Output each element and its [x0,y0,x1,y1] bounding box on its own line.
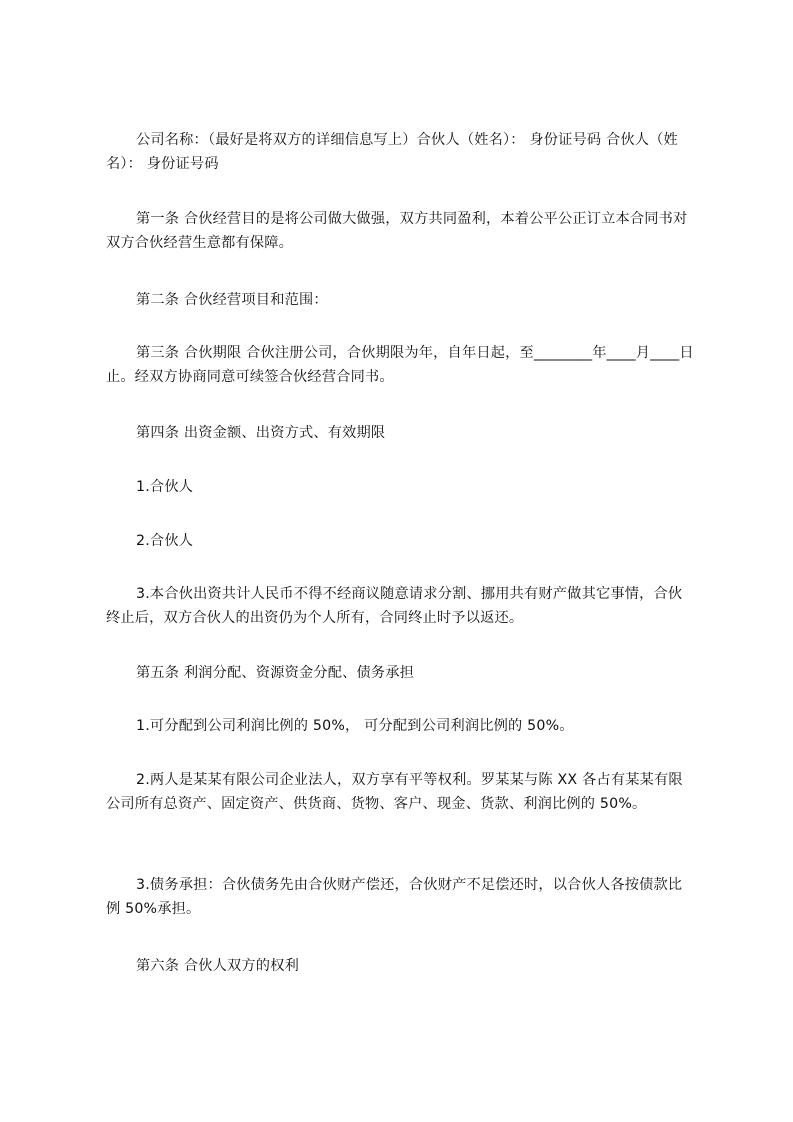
article-3-paragraph: 第三条 合伙期限 合伙注册公司，合伙期限为年，自年日起，至________年____月____日止。经双方协商同意可续签合伙经营合同书。 [106,345,694,385]
article-5-item-3: 3.债务承担：合伙债务先由合伙财产偿还，合伙财产不足偿还时，以合伙人各按债款比例 50%承担。 [106,877,683,917]
article-4-item-2: 2.合伙人 [136,533,194,549]
article-4-item-1: 1.合伙人 [136,479,194,495]
article-2-paragraph: 第二条 合伙经营项目和范围： [136,292,328,308]
article-4-item-3: 3.本合伙出资共计人民币不得不经商议随意请求分割、挪用共有财产做其它事情，合伙终止后，双方合伙人的出资仍为个人所有，合同终止时予以返还。 [106,586,683,626]
company-info-paragraph: 公司名称：（最好是将双方的详细信息写上）合伙人（姓名）： 身份证号码 合伙人（姓名）： 身份证号码 [106,132,678,172]
article-6-paragraph: 第六条 合伙人双方的权利 [136,958,299,974]
article-1-paragraph: 第一条 合伙经营目的是将公司做大做强，双方共同盈利，本着公平公正订立本合同书对双方合伙经营生意都有保障。 [106,211,688,251]
article-5-item-1: 1.可分配到公司利润比例的 50%， 可分配到公司利润比例的 50%。 [136,718,574,734]
article-4-paragraph: 第四条 出资金额、出资方式、有效期限 [136,425,386,441]
article-5-paragraph: 第五条 利润分配、资源资金分配、债务承担 [136,665,415,681]
article-5-item-2: 2.两人是某某有限公司企业法人，双方享有平等权利。罗某某与陈 XX 各占有某某有限公司所有总资产、固定资产、供货商、货物、客户、现金、货款、利润比例的 50%。 [106,772,683,812]
